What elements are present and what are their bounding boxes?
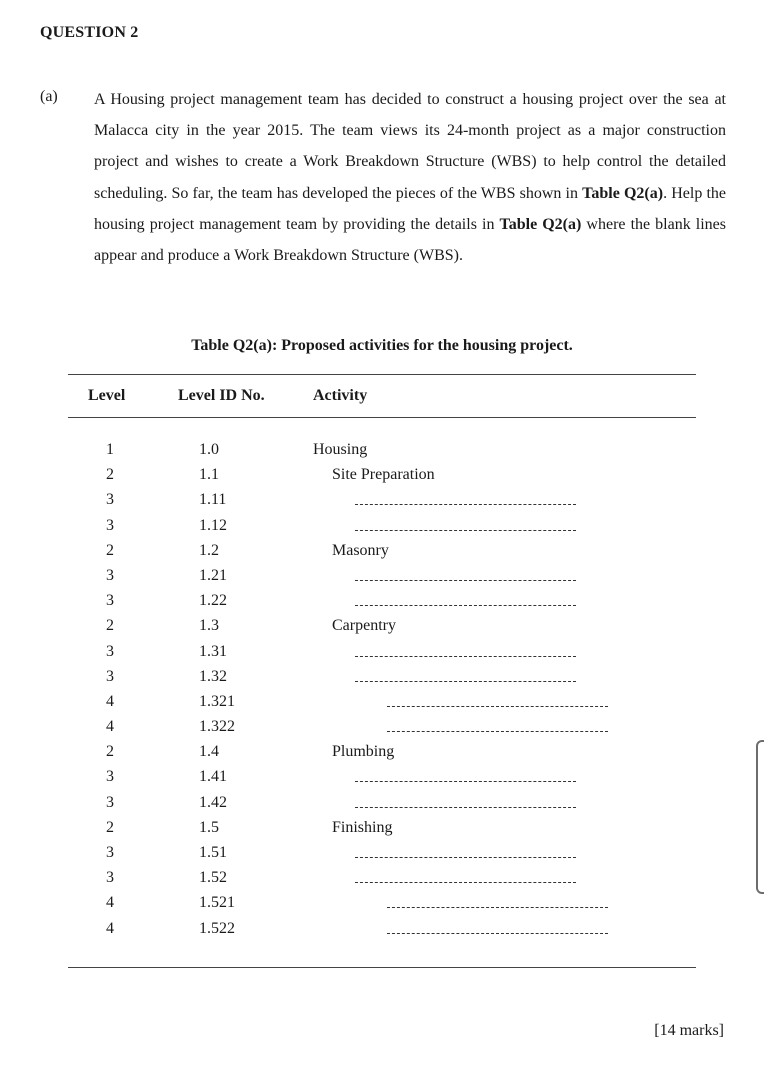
table-row: [0, 842, 764, 867]
blank-answer-line: [355, 807, 576, 808]
blank-answer-line: [355, 781, 576, 782]
row-level: 3: [106, 642, 114, 660]
row-level: 4: [106, 919, 114, 937]
table-row: [0, 867, 764, 892]
blank-answer-line: [355, 656, 576, 657]
table-row: [0, 464, 764, 489]
question-paragraph: [94, 84, 726, 271]
row-level: 4: [106, 692, 114, 710]
table-bottom-rule: [68, 967, 696, 968]
row-activity: Carpentry: [332, 617, 396, 635]
table-row: [0, 641, 764, 666]
table-reference-1: Table Q2(a): [582, 184, 664, 202]
row-level-id: 1.52: [199, 869, 227, 887]
row-level-id: 1.32: [199, 667, 227, 685]
question-title: QUESTION 2: [40, 24, 139, 41]
row-activity: Site Preparation: [332, 466, 435, 484]
table-row: [0, 918, 764, 943]
row-level-id: 1.42: [199, 793, 227, 811]
blank-answer-line: [387, 933, 608, 934]
table-row: [0, 691, 764, 716]
row-level: 2: [106, 818, 114, 836]
row-level: 3: [106, 566, 114, 584]
blank-answer-line: [355, 504, 576, 505]
paragraph-text-2: . Help the housing project management team by providing the details in: [94, 184, 727, 233]
row-level-id: 1.12: [199, 516, 227, 534]
table-header-rule: [68, 417, 696, 418]
row-level-id: 1.522: [199, 919, 235, 937]
blank-answer-line: [355, 580, 576, 581]
paragraph-text-1: A Housing project management team has decided to construct a housing project over the sea at Malacca city in the year 2015. The team views its 24-month project as a major construction project and wishes to create a Work Breakdown Structure (WBS) to help control the detailed scheduling. So far, the team has developed the pieces of the WBS shown in: [94, 91, 726, 202]
blank-answer-line: [387, 706, 608, 707]
row-level: 3: [106, 869, 114, 887]
table-row: [0, 590, 764, 615]
blank-answer-line: [355, 605, 576, 606]
part-label: (a): [40, 88, 58, 105]
row-level: 2: [106, 541, 114, 559]
row-activity: Plumbing: [332, 743, 395, 761]
row-level: 3: [106, 592, 114, 610]
table-row: [0, 615, 764, 640]
column-header-activity: Activity: [313, 387, 368, 404]
row-level-id: 1.1: [199, 466, 219, 484]
blank-answer-line: [355, 681, 576, 682]
blank-answer-line: [355, 530, 576, 531]
row-level-id: 1.0: [199, 441, 219, 458]
column-header-level-id: Level ID No.: [178, 387, 265, 404]
row-level-id: 1.322: [199, 718, 235, 736]
table-row: [0, 792, 764, 817]
table-row: [0, 766, 764, 791]
scrollbar-handle[interactable]: [756, 740, 764, 894]
blank-answer-line: [355, 857, 576, 858]
table-row: [0, 515, 764, 540]
row-level-id: 1.3: [199, 617, 219, 635]
row-level: 3: [106, 844, 114, 861]
row-level: 3: [106, 768, 114, 786]
table-row: [0, 439, 764, 464]
table-caption: Table Q2(a): Proposed activities for the housing project.: [191, 337, 573, 354]
row-level: 2: [106, 617, 114, 635]
table-reference-2: Table Q2(a): [499, 215, 582, 233]
row-level-id: 1.51: [199, 844, 227, 861]
row-level: 3: [106, 667, 114, 685]
row-level-id: 1.321: [199, 692, 235, 710]
table-row: [0, 540, 764, 565]
wbs-table-body: [0, 439, 764, 943]
blank-answer-line: [387, 907, 608, 908]
table-row: [0, 565, 764, 590]
row-level: 4: [106, 894, 114, 912]
row-level-id: 1.22: [199, 592, 227, 610]
row-level: 3: [106, 793, 114, 811]
row-level-id: 1.31: [199, 642, 227, 660]
row-level: 3: [106, 516, 114, 534]
row-level-id: 1.21: [199, 566, 227, 584]
table-row: [0, 666, 764, 691]
row-activity: Masonry: [332, 541, 389, 559]
row-level-id: 1.521: [199, 894, 235, 912]
blank-answer-line: [355, 882, 576, 883]
table-row: [0, 892, 764, 917]
row-level-id: 1.5: [199, 818, 219, 836]
row-activity: Housing: [313, 441, 368, 458]
row-level-id: 1.2: [199, 541, 219, 559]
table-row: [0, 489, 764, 514]
row-level-id: 1.41: [199, 768, 227, 786]
paragraph-text-3: where the blank lines appear and produce a Work Breakdown Structure (WBS).: [94, 215, 727, 265]
table-row: [0, 817, 764, 842]
row-level: 4: [106, 718, 114, 736]
row-activity: Finishing: [332, 818, 393, 836]
table-row: [0, 741, 764, 766]
table-top-rule: [68, 374, 696, 375]
row-level: 1: [106, 441, 114, 458]
row-level: 3: [106, 491, 114, 509]
row-level-id: 1.11: [199, 491, 227, 509]
column-header-level: Level: [88, 387, 126, 404]
row-level: 2: [106, 743, 114, 761]
row-level-id: 1.4: [199, 743, 219, 761]
marks-label: [14 marks]: [654, 1022, 724, 1039]
table-row: [0, 716, 764, 741]
row-level: 2: [106, 466, 114, 484]
blank-answer-line: [387, 731, 608, 732]
